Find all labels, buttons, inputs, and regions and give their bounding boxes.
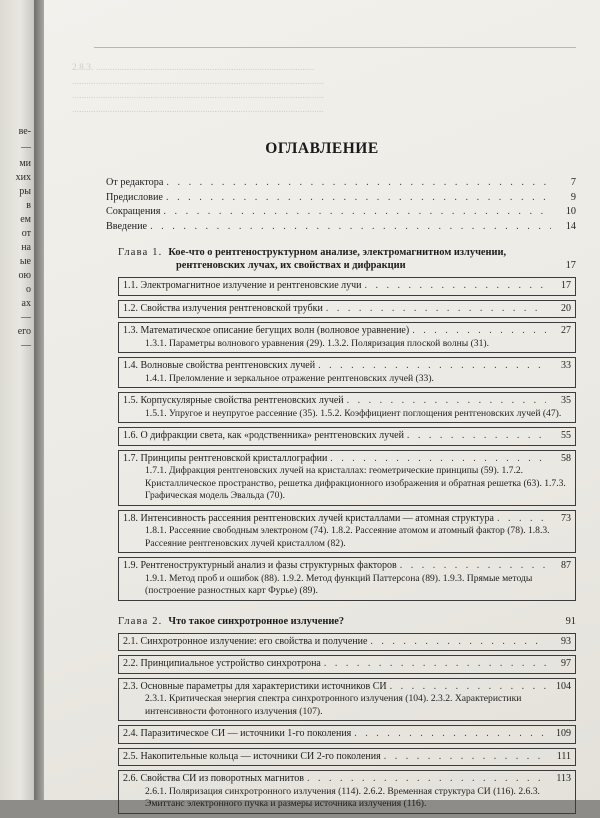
leader-dots: [407, 429, 546, 443]
subsection-list: 2.6.1. Поляризация синхротронного излучения (114). 2.6.2. Временная структура СИ (116). 2.6.3. Эмиттанс электронного пучка и размеры источника излучения (116).: [145, 785, 540, 809]
page-number: 55: [561, 430, 571, 441]
toc-section-entry: [118, 300, 576, 319]
page-number: 93: [561, 635, 571, 647]
toc-section-entry: [118, 277, 576, 296]
leader-dots: [390, 680, 546, 694]
page-number: 35: [561, 395, 571, 406]
toc-section-entry: [118, 392, 576, 423]
chapter-heading: [118, 615, 576, 628]
page-number: 14: [565, 220, 576, 232]
entry-label: 2.2. Принципиальное устройство синхротрона: [123, 658, 321, 669]
page-number: 27: [561, 325, 571, 336]
entry-label: 1.3. Математическое описание бегущих волн (волновое уравнение): [123, 325, 410, 336]
leader-dots: [412, 324, 546, 338]
entry-label: 2.4. Паразитическое СИ — источники 1-го поколения: [123, 728, 352, 739]
book-page: [44, 0, 600, 809]
toc-front-entry: [106, 205, 576, 219]
toc-section-entry: [118, 357, 576, 388]
toc-section-entry: [118, 770, 576, 814]
toc-section-entry: [118, 557, 576, 601]
section-line: [123, 452, 571, 466]
page-number: 111: [556, 750, 571, 762]
toc-front-entry: [106, 220, 576, 234]
page-number: 7: [570, 177, 576, 188]
facing-page-line: ые: [19, 256, 31, 267]
leader-dots: [166, 176, 551, 190]
facing-page-line: —: [21, 142, 31, 153]
page-number: 91: [565, 615, 576, 627]
section-line: [123, 727, 571, 741]
leader-dots: [326, 302, 546, 316]
entry-label: 1.9. Рентгеноструктурный анализ и фазы структурных факторов: [123, 560, 397, 571]
chapter-title-line: [176, 259, 576, 272]
page-number: 17: [565, 260, 576, 271]
entry-label: 2.3. Основные параметры для характеристики источников СИ: [123, 680, 387, 692]
leader-dots: [166, 191, 551, 205]
page-number: 87: [561, 560, 571, 571]
page-number: 73: [561, 512, 571, 524]
entry-label: 2.5. Накопительные кольца — источники СИ 2-го поколения: [123, 750, 381, 762]
section-line: [123, 680, 571, 694]
toc-section-entry: [118, 510, 576, 554]
leader-dots: [347, 394, 546, 408]
book-spine: [34, 0, 44, 800]
facing-page-line: о: [26, 284, 31, 295]
leader-dots: [384, 750, 546, 764]
facing-page-line: в: [26, 200, 31, 211]
toc-section-entry: [118, 655, 576, 674]
leader-dots: [330, 452, 546, 466]
section-line: [123, 429, 571, 443]
toc-section-entry: [118, 450, 576, 506]
leader-dots: [163, 205, 551, 219]
facing-page-line: от: [21, 228, 31, 239]
entry-label: 1.1. Электромагнитное излучение и рентгеновские лучи: [123, 280, 362, 291]
table-of-contents: [106, 176, 576, 818]
section-line: [123, 559, 571, 573]
subsection-list: 1.9.1. Метод проб и ошибок (88). 1.9.2. Метод функций Паттерсона (89). 1.9.3. Прямые методы (построение разностных карт Фурье) (89).: [145, 572, 533, 596]
facing-page-line: его: [17, 326, 31, 337]
entry-label: 1.5. Корпускулярные свойства рентгеновских лучей: [123, 395, 344, 406]
facing-page-line: —: [21, 340, 31, 351]
page-number: 97: [561, 658, 571, 669]
chapter-label: Глава 2.: [118, 615, 163, 627]
section-line: [123, 512, 571, 526]
facing-page-line: ою: [18, 270, 31, 281]
running-head-rule: [94, 47, 576, 48]
spacer: [106, 605, 576, 615]
toc-section-entry: [118, 725, 576, 744]
entry-label: 2.1. Синхротронное излучение: его свойства и получение: [123, 635, 368, 647]
subsection-list: 1.5.1. Упругое и неупругое рассеяние (35). 1.5.2. Коэффициент поглощения рентгеновских лучей (47).: [145, 407, 562, 419]
entry-label: Введение: [106, 220, 148, 232]
page-title: ОГЛАВЛЕНИЕ: [265, 140, 379, 157]
subsection-list: 1.7.1. Дифракция рентгеновских лучей на кристаллах: геометрические принципы (59). 1.7.2. Кристаллическое пространство, решетка дифракционного изображения и обратная решетка (63). 1.7.3. Графическая модель Эвальда (70).: [145, 465, 566, 501]
facing-page-edge: [0, 0, 34, 800]
toc-section-entry: [118, 427, 576, 446]
entry-label: 1.4. Волновые свойства рентгеновских лучей: [123, 360, 316, 371]
toc-section-entry: [118, 748, 576, 767]
facing-page-line: ве-: [18, 126, 31, 137]
chapter-title: Кое-что о рентгеноструктурном анализе, электромагнитном излучении,: [168, 247, 507, 258]
entry-label: 1.2. Свойства излучения рентгеновской трубки: [123, 302, 323, 314]
facing-page-line: ры: [19, 186, 31, 197]
subsection-list: 1.4.1. Преломление и зеркальное отражение рентгеновских лучей (33).: [145, 372, 434, 384]
leader-dots: [307, 772, 546, 786]
leader-dots: [365, 279, 546, 293]
section-line: [123, 657, 571, 671]
chapter-heading: [118, 246, 576, 272]
section-line: [123, 279, 571, 293]
bleed-through-text: 2.8.3. ............................................................................................ .......................................................................................................... .......................................................................................................... ..........................................................................................................: [72, 63, 324, 115]
section-line: [123, 635, 571, 649]
page-number: 9: [570, 191, 576, 203]
toc-front-entry: [106, 176, 576, 190]
toc-section-entry: [118, 633, 576, 652]
section-line: [123, 359, 571, 373]
leader-dots: [497, 512, 546, 526]
entry-label: 1.6. О дифракции света, как «родственника» рентгеновских лучей: [123, 430, 404, 441]
entry-label: 2.6. Свойства СИ из поворотных магнитов: [123, 773, 304, 784]
chapter-title-line: [118, 246, 576, 259]
page-number: 109: [556, 728, 571, 739]
entry-label: От редактора: [106, 177, 164, 188]
section-line: [123, 750, 571, 764]
page-number: 33: [561, 360, 571, 371]
facing-page-line: ми: [19, 158, 31, 169]
subsection-list: 1.3.1. Параметры волнового уравнения (29). 1.3.2. Поляризация плоской волны (31).: [145, 337, 489, 349]
entry-label: Предисловие: [106, 191, 163, 203]
page-number: 10: [565, 206, 576, 217]
leader-dots: [324, 657, 546, 671]
leader-dots: [370, 635, 546, 649]
chapter-title-cont: рентгеновских лучах, их свойствах и дифракции: [176, 260, 406, 271]
entry-label: Сокращения: [106, 206, 161, 217]
page-number: 58: [561, 452, 571, 464]
facing-page-line: ах: [21, 298, 31, 309]
facing-page-line: на: [21, 242, 31, 253]
facing-page-line: ем: [20, 214, 31, 225]
toc-section-entry: [118, 322, 576, 353]
page-number: 113: [556, 773, 571, 784]
leader-dots: [150, 220, 551, 234]
page-number: 20: [561, 302, 571, 314]
toc-section-entry: [118, 678, 576, 722]
page-number: 104: [556, 680, 571, 692]
facing-page-line: хих: [15, 172, 31, 183]
chapter-label: Глава 1.: [118, 247, 163, 258]
leader-dots: [400, 559, 546, 573]
section-line: [123, 394, 571, 408]
subsection-list: 1.8.1. Рассеяние свободным электроном (74). 1.8.2. Рассеяние атомом и атомный фактор (78). 1.8.3. Рассеяние рентгеновских лучей кристаллом (82).: [145, 525, 550, 549]
spacer: [106, 234, 576, 246]
facing-page-line: —: [21, 312, 31, 323]
subsection-list: 2.3.1. Критическая энергия спектра синхротронного излучения (104). 2.3.2. Характеристики интенсивности фотонного излучения (107).: [145, 693, 522, 717]
page-number: 17: [561, 280, 571, 291]
leader-dots: [318, 359, 546, 373]
chapter-title: Что такое синхротронное излучение?: [168, 615, 345, 627]
section-line: [123, 324, 571, 338]
leader-dots: [354, 727, 546, 741]
section-line: [123, 772, 571, 786]
section-line: [123, 302, 571, 316]
entry-label: 1.8. Интенсивность рассеяния рентгеновских лучей кристаллами — атомная структура: [123, 512, 494, 524]
entry-label: 1.7. Принципы рентгеновской кристаллографии: [123, 452, 328, 464]
chapter-title-line: [118, 615, 576, 628]
toc-front-entry: [106, 191, 576, 205]
